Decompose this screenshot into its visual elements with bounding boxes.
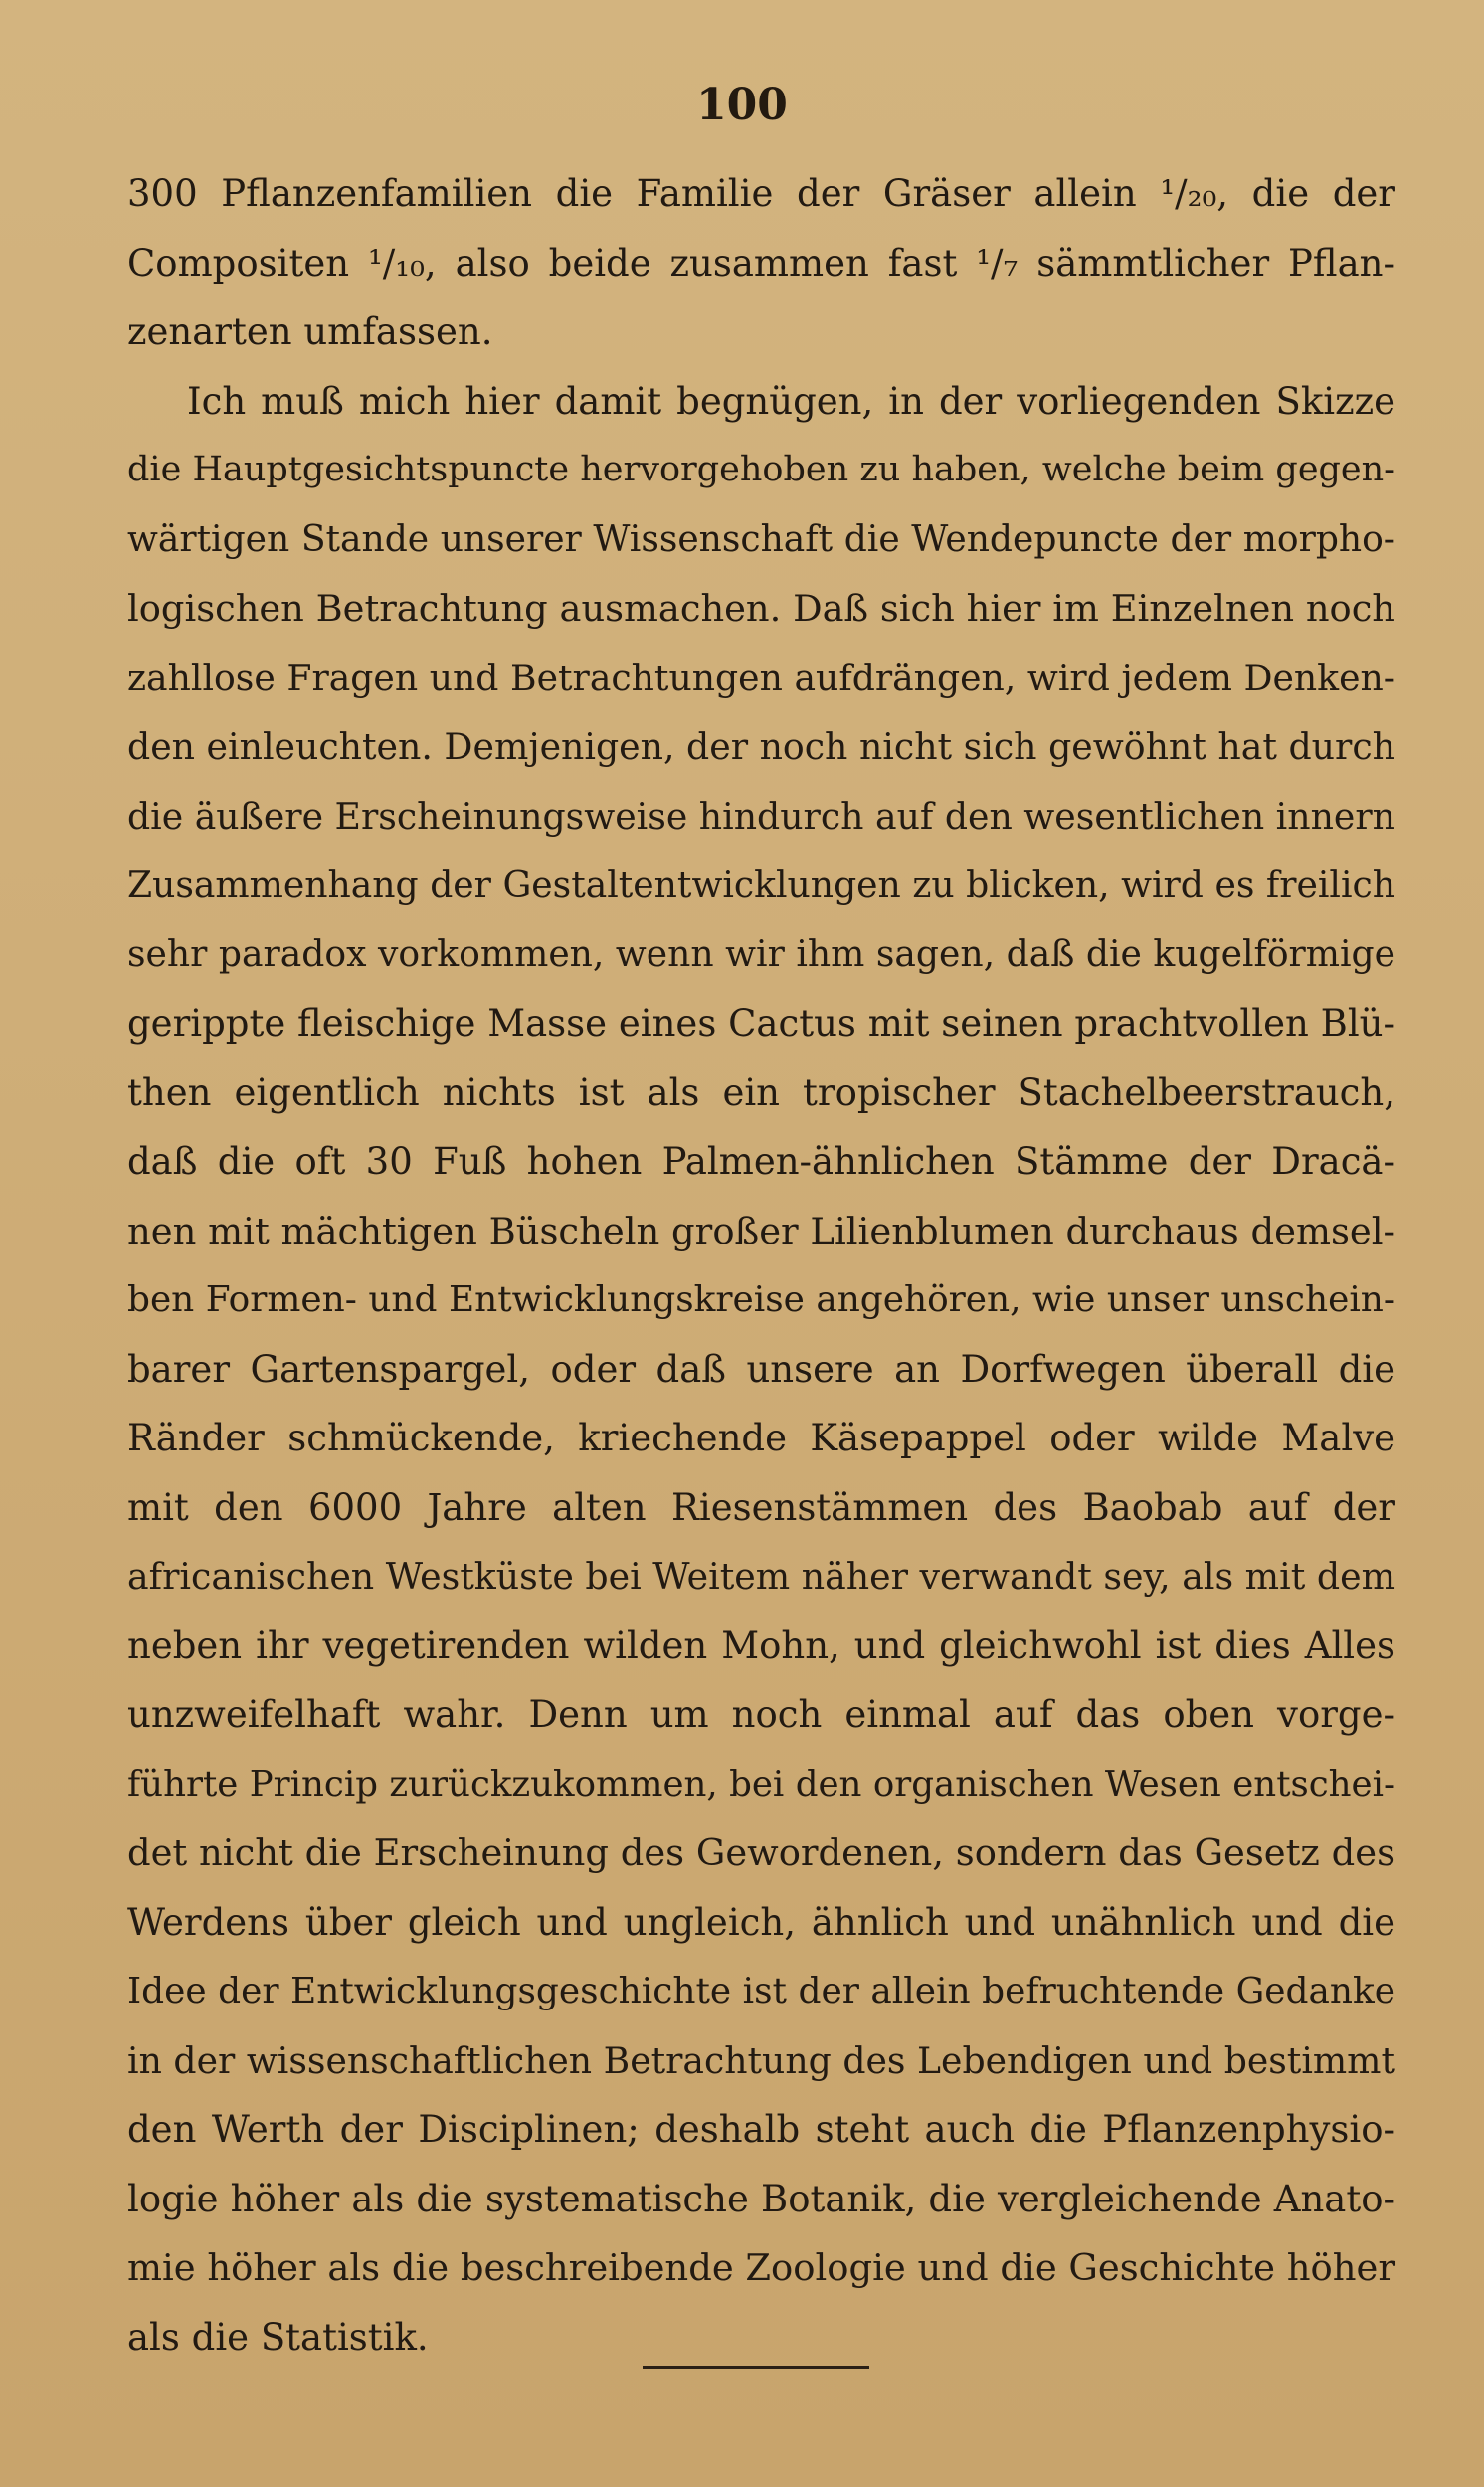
- text-line: logischen Betrachtung ausmachen. Daß sich hier im Einzelnen noch: [127, 587, 1395, 630]
- text-line: führte Princip zurückzukommen, bei den organischen Wesen entschei-: [127, 1763, 1395, 1805]
- text-line: daß die oft 30 Fuß hohen Palmen-ähnlichen Stämme der Dracä-: [127, 1140, 1395, 1183]
- text-line: then eigentlich nichts ist als ein tropischer Stachelbeerstrauch,: [127, 1070, 1395, 1114]
- text-line: sehr paradox vorkommen, wenn wir ihm sagen, daß die kugelförmige: [127, 932, 1395, 975]
- text-line: logie höher als die systematische Botanik, die vergleichende Anato-: [127, 2177, 1395, 2220]
- text-line: Werdens über gleich und ungleich, ähnlich und unähnlich und die: [127, 1900, 1395, 1944]
- text-line: africanischen Westküste bei Weitem näher verwandt sey, als mit dem: [127, 1555, 1395, 1598]
- text-line: Ränder schmückende, kriechende Käsepappel oder wilde Malve: [127, 1417, 1395, 1459]
- text-line: die Hauptgesichtspuncte hervorgehoben zu haben, welche beim gegen-: [127, 450, 1395, 489]
- text-line: zahllose Fragen und Betrachtungen aufdrängen, wird jedem Denken-: [127, 656, 1395, 699]
- text-line: mit den 6000 Jahre alten Riesenstämmen des Baobab auf der: [127, 1485, 1395, 1529]
- text-line: den einleuchten. Demjenigen, der noch nicht sich gewöhnt hat durch: [127, 725, 1395, 768]
- text-line: ben Formen- und Entwicklungskreise angehören, wie unser unschein-: [127, 1279, 1395, 1320]
- text-line: gerippte fleischige Masse eines Cactus mit seinen prachtvollen Blü-: [127, 1002, 1395, 1045]
- text-line: mie höher als die beschreibende Zoologie und die Geschichte höher: [127, 2246, 1395, 2289]
- text-line: barer Gartenspargel, oder daß unsere an Dorfwegen überall die: [127, 1347, 1395, 1391]
- text-line: Ich muß mich hier damit begnügen, in der vorliegenden Skizze: [187, 379, 1395, 423]
- body-text: [127, 159, 1395, 2372]
- text-line: unzweifelhaft wahr. Denn um noch einmal auf das oben vorge-: [127, 1693, 1395, 1736]
- text-line: Idee der Entwicklungsgeschichte ist der allein befruchtende Gedanke: [127, 1971, 1395, 2011]
- text-line: zenarten umfassen.: [127, 310, 493, 353]
- text-line: den Werth der Disciplinen; deshalb steht auch die Pflanzenphysio-: [127, 2108, 1395, 2151]
- text-line: nen mit mächtigen Büscheln großer Lilienblumen durchaus demsel-: [127, 1209, 1395, 1252]
- section-end-rule: [643, 2366, 869, 2369]
- text-line: 300 Pflanzenfamilien die Familie der Gräser allein ¹/₂₀, die der: [127, 172, 1395, 215]
- text-line: als die Statistik.: [127, 2315, 429, 2359]
- text-line: in der wissenschaftlichen Betrachtung des Lebendigen und bestimmt: [127, 2038, 1395, 2082]
- text-line: neben ihr vegetirenden wilden Mohn, und gleichwohl ist dies Alles: [127, 1624, 1395, 1667]
- text-line: die äußere Erscheinungsweise hindurch auf den wesentlichen innern: [127, 794, 1395, 838]
- text-line: wärtigen Stande unserer Wissenschaft die Wendepuncte der morpho-: [127, 517, 1395, 560]
- text-line: Compositen ¹/₁₀, also beide zusammen fast ¹/₇ sämmtlicher Pflan-: [127, 241, 1395, 285]
- text-line: det nicht die Erscheinung des Gewordenen, sondern das Gesetz des: [127, 1831, 1395, 1874]
- text-line: Zusammenhang der Gestaltentwicklungen zu blicken, wird es freilich: [127, 863, 1395, 906]
- page-number: 100: [696, 80, 788, 130]
